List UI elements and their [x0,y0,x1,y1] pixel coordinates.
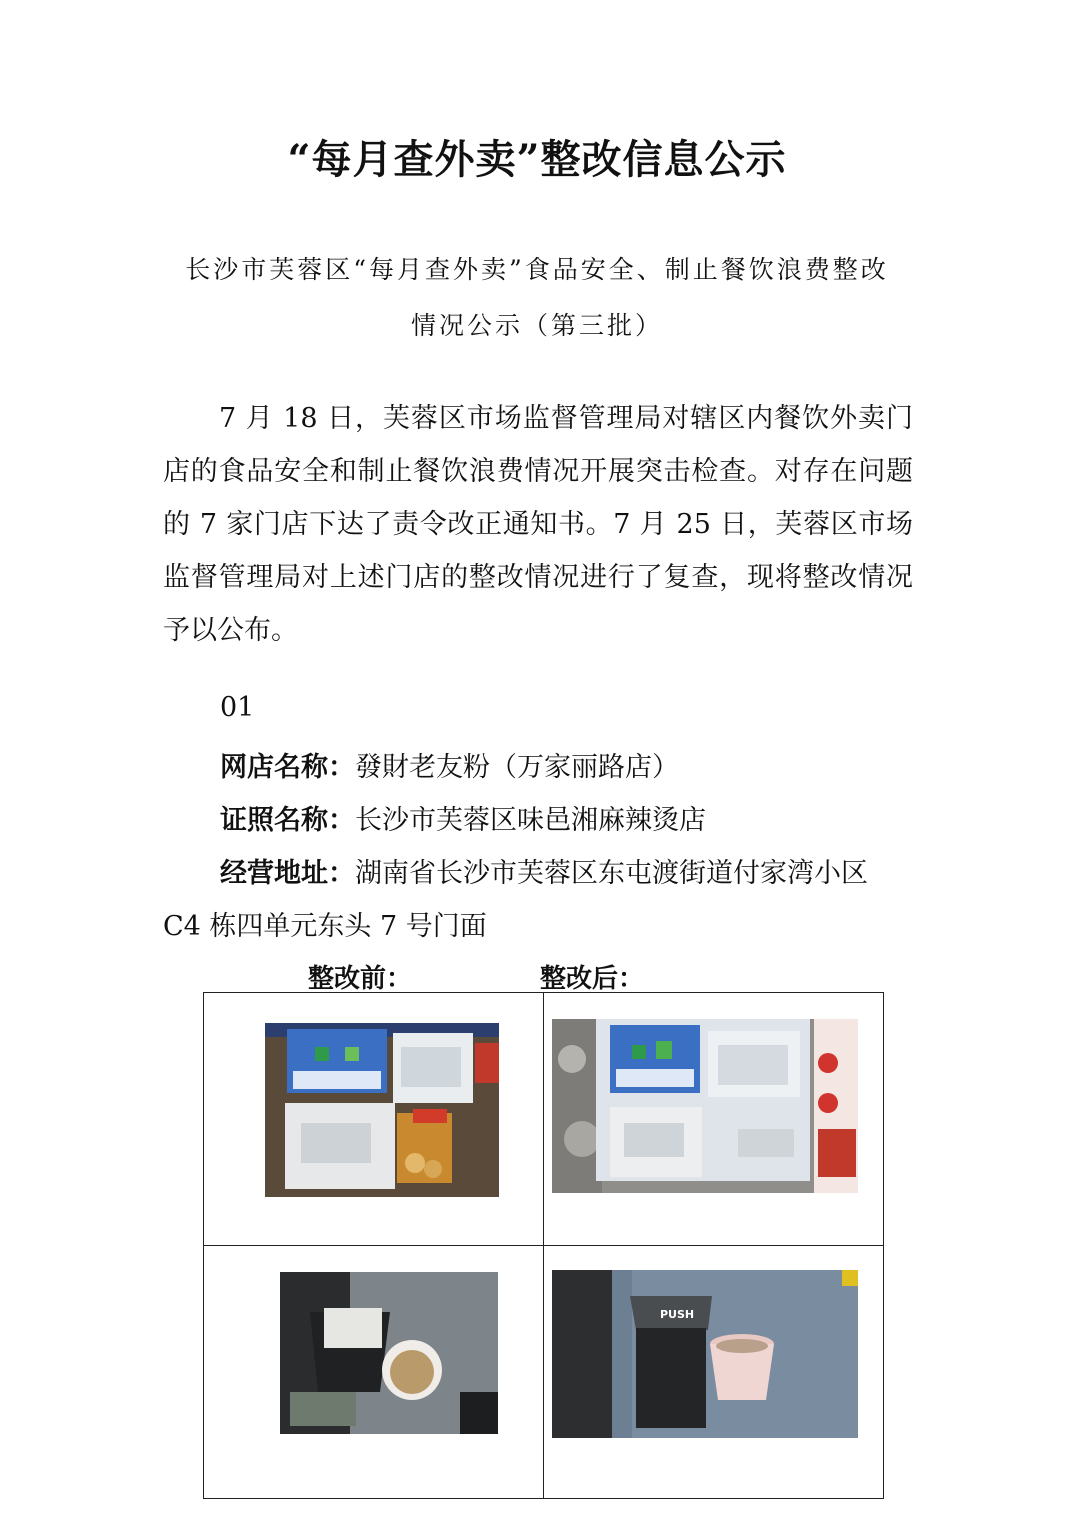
license-name-value: 长沙市芙蓉区味邑湘麻辣烫店 [355,805,706,836]
photo-cell [204,993,544,1246]
subtitle-line-2: 情况公示（第三批） [410,311,663,340]
subtitle-line-1: 长沙市芙蓉区“每月查外卖”食品安全、制止餐饮浪费整改 [185,255,889,284]
before-label: 整改前： [308,964,413,994]
shop-name-row [220,745,679,784]
shop-name-value: 發財老友粉（万家丽路店） [355,752,679,783]
photo-cell [204,1246,544,1499]
address-value-continued: C4 栋四单元东头 7 号门面 [163,911,487,942]
photo-comparison-table [203,992,884,1499]
shop-name-label: 网店名称： [220,752,355,783]
page-title: “每月查外卖”整改信息公示 [287,136,787,183]
photo-cell [544,993,884,1246]
after-license-board-photo [552,1019,858,1193]
push-label: PUSH [660,1308,695,1321]
before-license-board-photo [265,1023,499,1197]
before-trash-area-photo [280,1272,498,1434]
photo-row [204,993,884,1246]
address-label: 经营地址： [220,858,355,889]
license-name-row [220,798,706,837]
photo-cell [544,1246,884,1499]
photo-row [204,1246,884,1499]
address-row [220,851,868,890]
entry-number: 01 [220,692,255,723]
intro-paragraph: 7 月 18 日，芙蓉区市场监督管理局对辖区内餐饮外卖门店的食品安全和制止餐饮浪费情况开展突击检查。对存在问题的 7 家门店下达了责令改正通知书。7 月 25 日，芙蓉区市场监督管理局对上述门店的整改情况进行了复查，现将整改情况予以公布。 [163,403,913,646]
after-trash-area-photo [552,1270,858,1438]
after-label: 整改后： [540,964,645,994]
address-value: 湖南省长沙市芙蓉区东屯渡街道付家湾小区 [355,858,868,889]
license-name-label: 证照名称： [220,805,355,836]
